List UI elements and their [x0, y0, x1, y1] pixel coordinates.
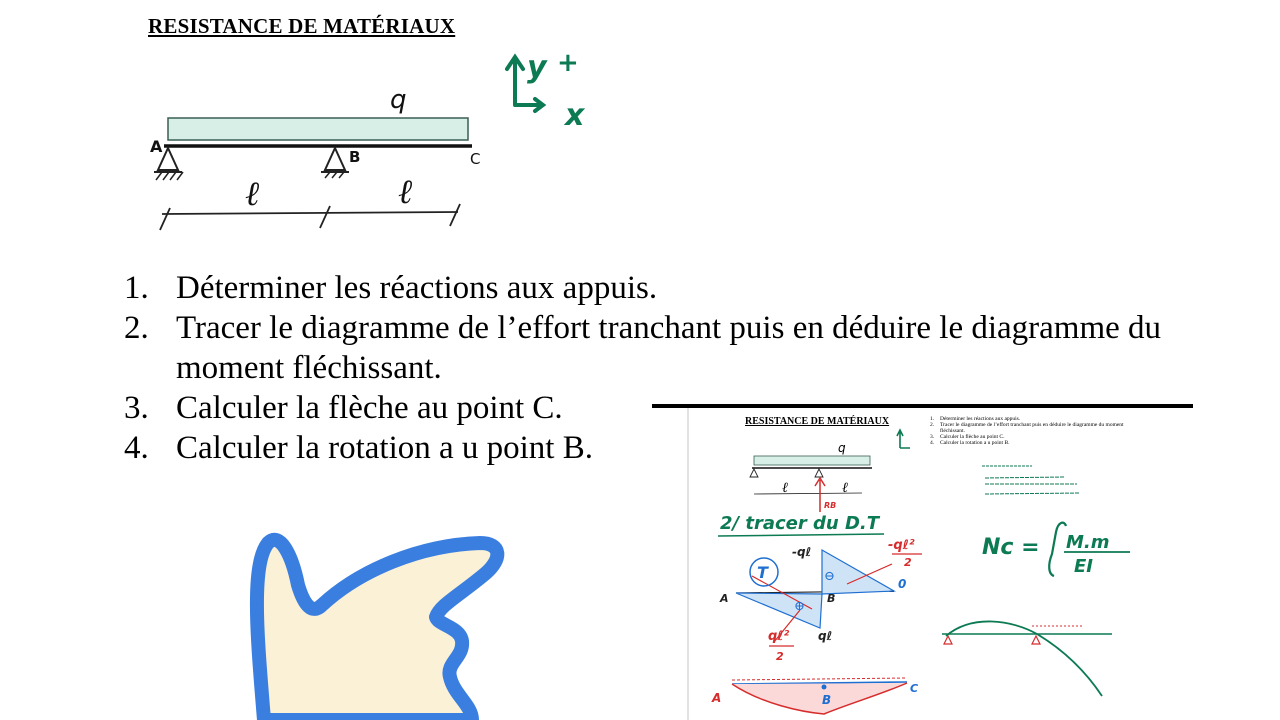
thumb-t-label: T	[757, 563, 768, 582]
solution-thumbnail	[652, 404, 1193, 720]
support-b	[325, 148, 345, 170]
axes-sketch	[495, 25, 605, 135]
thumb-ql2-bottom-num: qℓ²	[768, 629, 790, 644]
thumb-rb: RB	[824, 501, 837, 510]
thumb-ql2-bottom-den: 2	[776, 650, 784, 663]
thumb-plus-sign: ⊕	[794, 598, 805, 613]
dimension-line	[162, 212, 458, 214]
thumb-formula-num: M.m	[1066, 532, 1110, 553]
axis-x-label: x	[565, 98, 585, 133]
hand-drawing	[240, 525, 520, 720]
thumbnail-question-item: 2. Tracer le diagramme de l’effort tranchant puis en déduire le diagramme du moment fléchissant.	[930, 422, 1124, 434]
page-title: RESISTANCE DE MATÉRIAUX	[148, 14, 456, 38]
thumb-plus-ql: qℓ	[818, 629, 833, 643]
span-1-label: ℓ	[245, 174, 260, 214]
distributed-load	[168, 118, 468, 140]
thumb-span-2: ℓ	[842, 480, 848, 496]
thumb-notes-heading: 2/ tracer du D.T	[720, 513, 880, 534]
thumb-minus-sign: ⊖	[824, 568, 835, 583]
thumb-ql2-top-den: 2	[904, 556, 912, 569]
question-item: 4. Calculer la rotation a u point B.	[124, 430, 593, 466]
thumbnail-question-item: 3. Calculer la flèche au point C.	[930, 434, 1005, 440]
question-item: 3. Calculer la flèche au point C.	[124, 390, 563, 426]
load-label: q	[390, 85, 407, 115]
thumbnail-question-item: 4. Calculer la rotation a u point B.	[930, 440, 1010, 446]
beam-diagram	[140, 60, 500, 240]
thumb-ql2-top-num: -qℓ²	[888, 538, 915, 553]
thumbnail-question-item: 1. Déterminer les réactions aux appuis.	[930, 416, 1021, 422]
thumbnail-title: RESISTANCE DE MATÉRIAUX	[745, 416, 890, 427]
thumb-minus-ql: -qℓ	[792, 545, 812, 559]
thumb-moment-c: C	[910, 682, 919, 695]
thumb-moment-b: B	[822, 693, 832, 707]
point-b-label: B	[349, 148, 361, 166]
thumb-formula-den: EI	[1074, 556, 1093, 577]
axis-y-label: y	[527, 50, 547, 85]
axis-sign: +	[557, 48, 579, 78]
thumb-moment-a: A	[712, 691, 722, 705]
question-item: 1. Déterminer les réactions aux appuis.	[124, 270, 658, 306]
point-c-label: C	[470, 150, 481, 168]
thumb-zero: 0	[898, 577, 907, 591]
span-2-label: ℓ	[398, 172, 413, 212]
point-a-label: A	[150, 137, 163, 156]
thumb-span-1: ℓ	[782, 480, 788, 496]
thumb-point-b: B	[827, 592, 836, 605]
thumb-formula-lhs: Nc =	[982, 535, 1040, 560]
thumb-point-a: A	[720, 592, 729, 605]
thumbnail-drawing	[652, 404, 1193, 720]
thumb-load-label: q	[838, 441, 846, 455]
question-item: 2. Tracer le diagramme de l’effort tranchant puis en déduire le diagramme du moment fléchissant.	[124, 310, 1162, 386]
